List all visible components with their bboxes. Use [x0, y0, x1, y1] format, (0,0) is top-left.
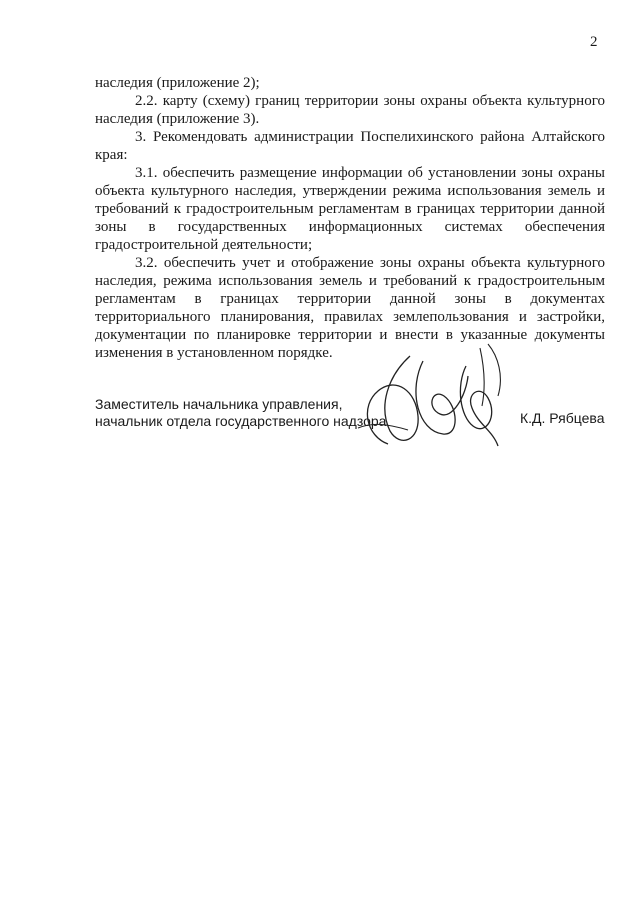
paragraph-3-2: 3.2. обеспечить учет и отображение зоны охраны объекта культурного наследия, режима использования земель и требований к градостроительным регламентам в границах территории данной зоны в документах территориального планирования, правилах землепользования и застройки, документации по планировке территории и внести в указанные документы изменения в установленном порядке.	[95, 255, 605, 361]
paragraph-3: 3. Рекомендовать администрации Поспелихинского района Алтайского края:	[95, 129, 605, 163]
page-number: 2	[590, 34, 598, 50]
signatory-name: К.Д. Рябцева	[520, 410, 605, 426]
paragraph-2-2: 2.2. карту (схему) границ территории зоны охраны объекта культурного наследия (приложение 3).	[95, 93, 605, 127]
signatory-role	[95, 396, 386, 430]
document-body	[95, 74, 605, 362]
signatory-role-line-1: Заместитель начальника управления,	[95, 396, 343, 412]
paragraph-continuation: наследия (приложение 2);	[95, 75, 260, 91]
paragraph-3-1: 3.1. обеспечить размещение информации об установлении зоны охраны объекта культурного наследия, утверждении режима использования земель и требований к градостроительным регламентам в границах территории данной зоны в государственных информационных системах обеспечения градостроительной деятельности;	[95, 165, 605, 253]
signatory-role-line-2: начальник отдела государственного надзора	[95, 413, 387, 429]
handwritten-signature	[348, 336, 518, 456]
